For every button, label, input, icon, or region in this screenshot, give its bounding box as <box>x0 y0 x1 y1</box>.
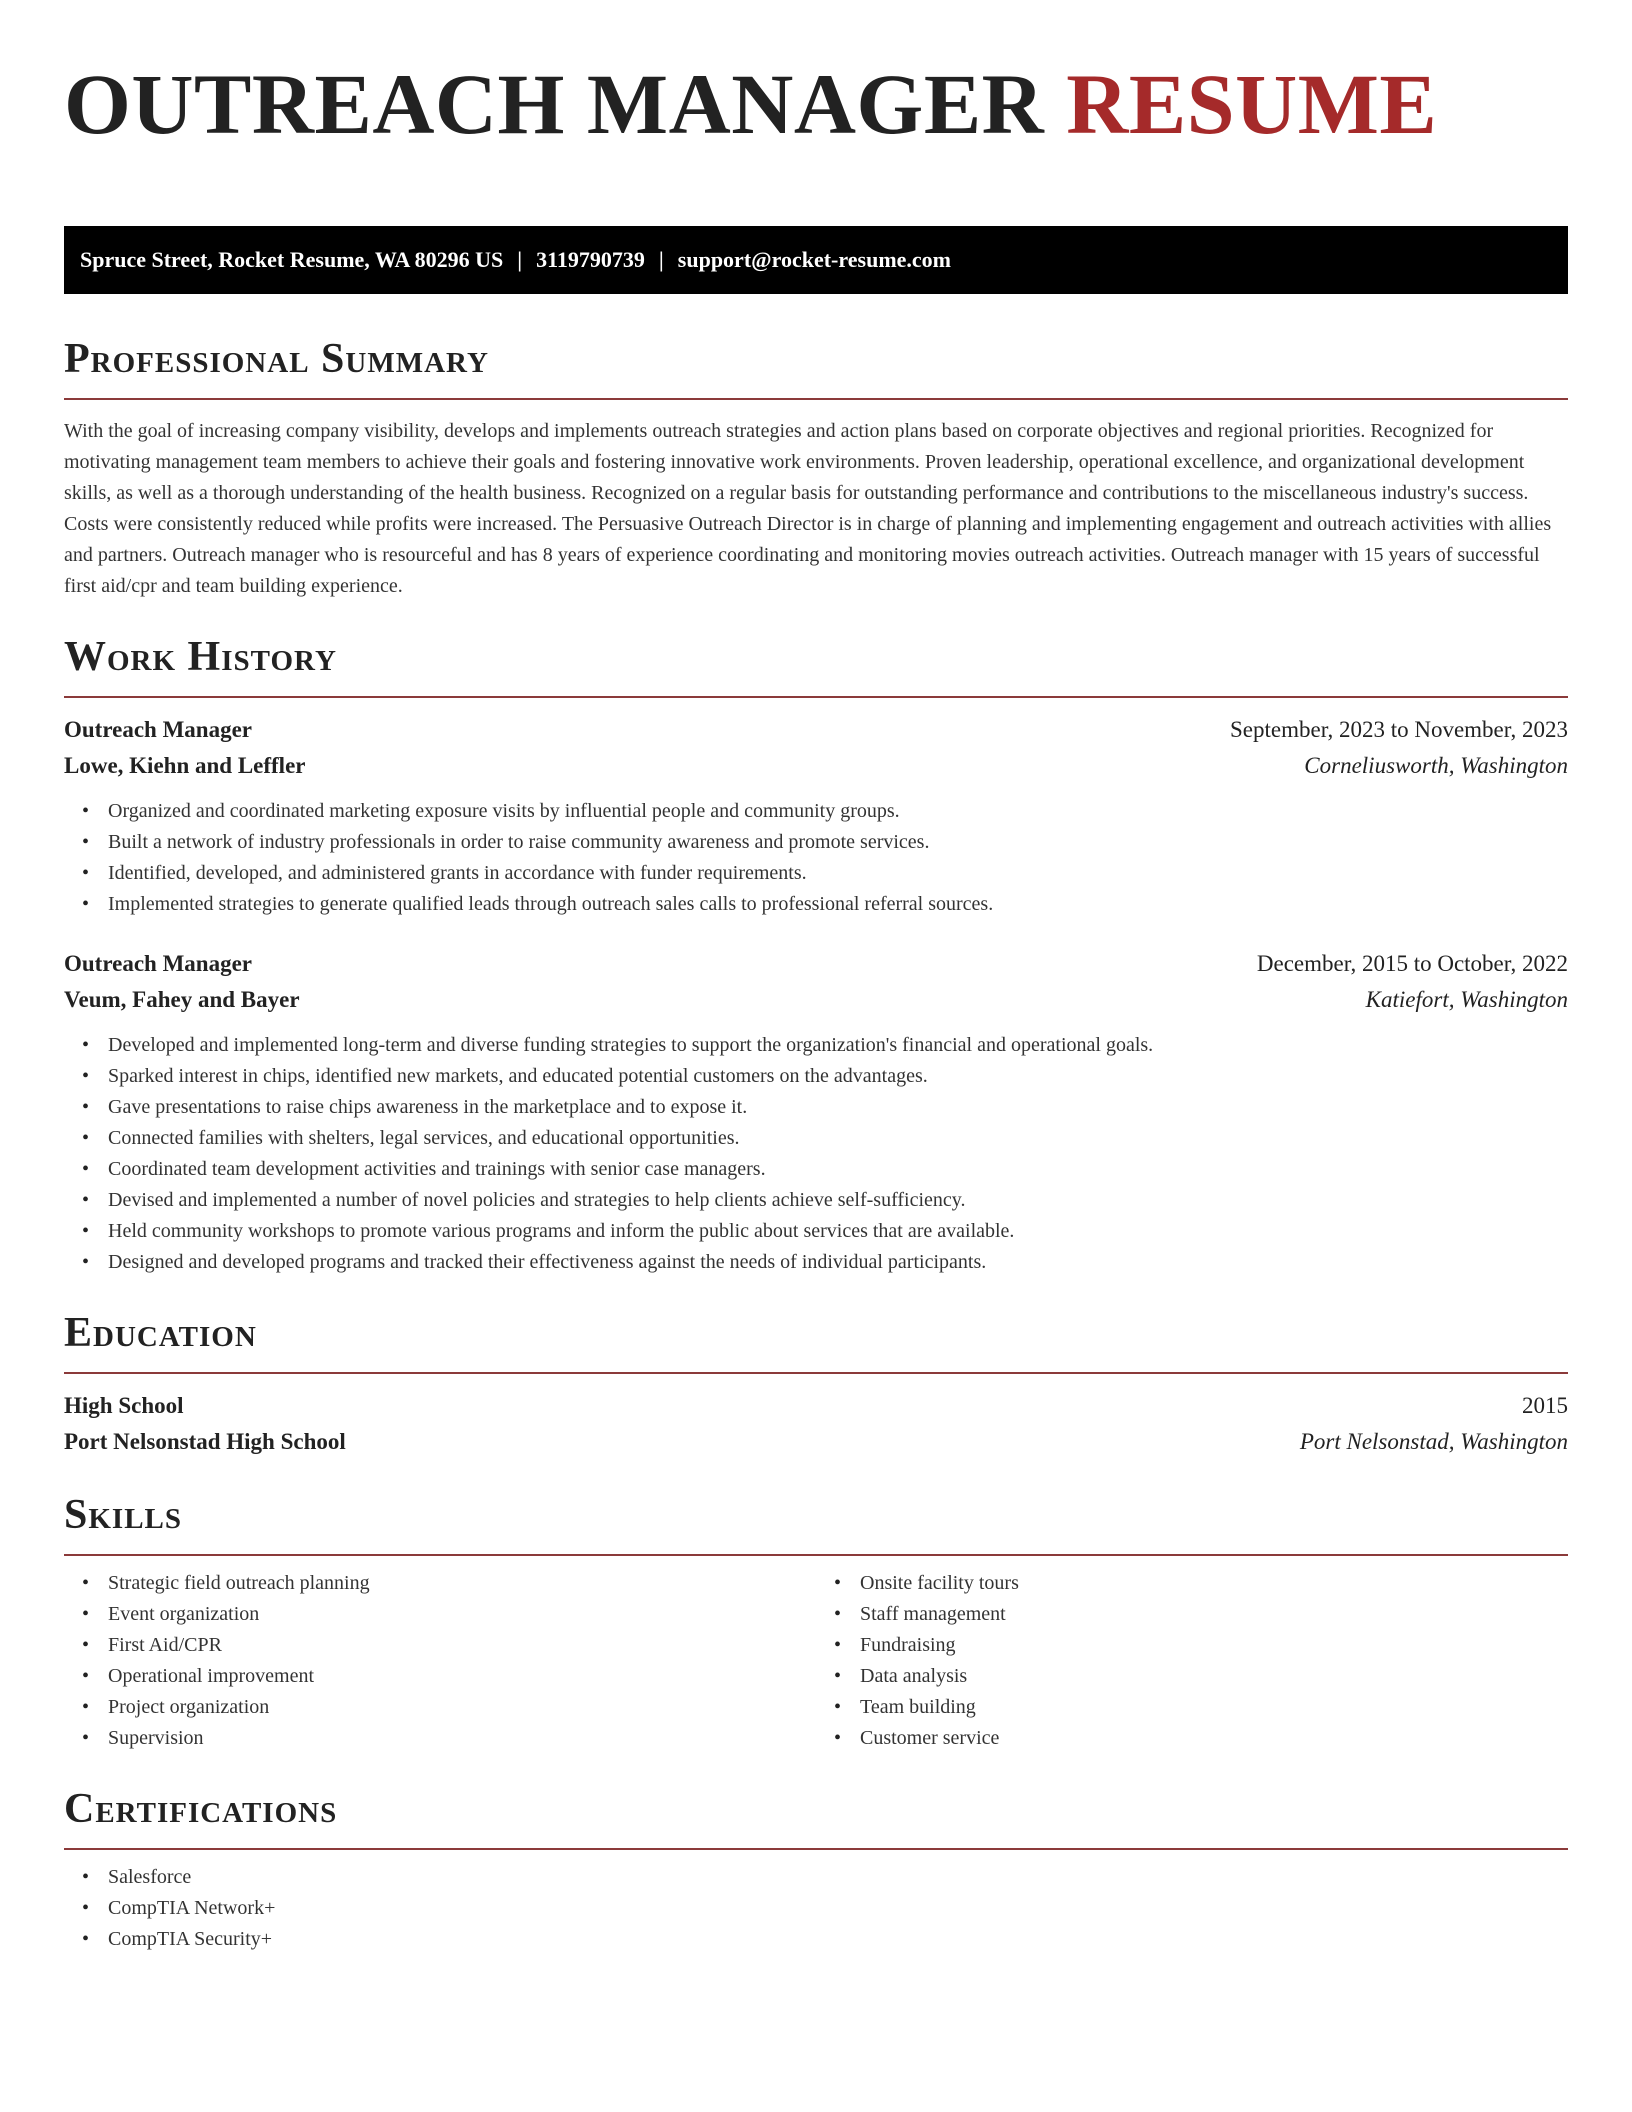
contact-address: Spruce Street, Rocket Resume, WA 80296 US <box>80 247 504 272</box>
job-company-row <box>64 982 1568 1018</box>
skills-section <box>64 1490 1568 1754</box>
education-section <box>64 1308 1568 1460</box>
job-company-row <box>64 748 1568 784</box>
job-entry <box>64 946 1568 1278</box>
work-history-section <box>64 632 1568 1278</box>
skill-item: • First Aid/CPR <box>108 1630 816 1661</box>
education-school-row <box>64 1424 1568 1460</box>
education-year: 2015 <box>1522 1393 1568 1418</box>
certifications-section <box>64 1784 1568 1955</box>
job-duties-list <box>64 1030 1568 1278</box>
section-divider <box>64 1848 1568 1850</box>
section-divider <box>64 398 1568 400</box>
section-divider <box>64 696 1568 698</box>
job-dates: September, 2023 to November, 2023 <box>1230 717 1568 742</box>
section-divider <box>64 1554 1568 1556</box>
job-duty: • Implemented strategies to generate qualified leads through outreach sales calls to professional referral sources. <box>108 889 1568 920</box>
job-duty: • Held community workshops to promote various programs and inform the public about services that are available. <box>108 1216 1568 1247</box>
certification-item: • CompTIA Network+ <box>108 1893 1568 1924</box>
skill-item: • Strategic field outreach planning <box>108 1568 816 1599</box>
contact-email: support@rocket-resume.com <box>677 247 951 272</box>
skills-list-left <box>64 1568 816 1754</box>
education-heading: Education <box>64 1310 257 1356</box>
education-header-row <box>64 1388 1568 1424</box>
job-dates: December, 2015 to October, 2022 <box>1256 951 1568 976</box>
job-duty: • Organized and coordinated marketing exposure visits by influential people and community groups. <box>108 796 1568 827</box>
skill-item: • Data analysis <box>860 1661 1568 1692</box>
summary-section <box>64 334 1568 602</box>
job-duty: • Sparked interest in chips, identified new markets, and educated potential customers on the advantages. <box>108 1061 1568 1092</box>
job-entry <box>64 712 1568 920</box>
section-divider <box>64 1372 1568 1374</box>
resume-title <box>64 54 1568 154</box>
certification-item: • Salesforce <box>108 1862 1568 1893</box>
skill-item: • Onsite facility tours <box>860 1568 1568 1599</box>
job-company: Veum, Fahey and Bayer <box>64 987 300 1012</box>
summary-text: With the goal of increasing company visibility, develops and implements outreach strategies and action plans based on corporate objectives and regional priorities. Recognized for motivating management team members to achieve their goals and fostering innovative work environments. Proven leadership, operational excellence, and organizational development skills, as well as a thorough understanding of the health business. Recognized on a regular basis for outstanding performance and contributions to the miscellaneous industry's success. Costs were consistently reduced while profits were increased. The Persuasive Outreach Director is in charge of planning and implementing engagement and outreach activities with allies and partners. Outreach manager who is resourceful and has 8 years of experience coordinating and monitoring movies outreach activities. Outreach manager with 15 years of successful first aid/cpr and team building experience. <box>64 420 1552 597</box>
education-degree: High School <box>64 1393 184 1418</box>
contact-phone: 3119790739 <box>536 247 645 272</box>
job-role: Outreach Manager <box>64 951 253 976</box>
contact-bar <box>64 226 1568 294</box>
skills-heading: Skills <box>64 1492 183 1538</box>
certifications-list <box>64 1862 1568 1955</box>
job-role: Outreach Manager <box>64 717 253 742</box>
job-duty: • Devised and implemented a number of novel policies and strategies to help clients achieve self-sufficiency. <box>108 1185 1568 1216</box>
job-duty: • Designed and developed programs and tracked their effectiveness against the needs of individual participants. <box>108 1247 1568 1278</box>
job-company: Lowe, Kiehn and Leffler <box>64 753 306 778</box>
work-history-heading: Work History <box>64 634 337 680</box>
job-duties-list <box>64 796 1568 920</box>
education-school: Port Nelsonstad High School <box>64 1429 346 1454</box>
job-header-row <box>64 712 1568 748</box>
skills-list-right <box>816 1568 1568 1754</box>
skill-item: • Fundraising <box>860 1630 1568 1661</box>
education-location: Port Nelsonstad, Washington <box>1299 1429 1568 1454</box>
title-main: OUTREACH MANAGER <box>64 56 1045 152</box>
skill-item: • Operational improvement <box>108 1661 816 1692</box>
contact-separator: | <box>517 247 523 272</box>
job-duty: • Built a network of industry professionals in order to raise community awareness and promote services. <box>108 827 1568 858</box>
contact-separator: | <box>658 247 664 272</box>
job-duty: • Gave presentations to raise chips awareness in the marketplace and to expose it. <box>108 1092 1568 1123</box>
skill-item: • Customer service <box>860 1723 1568 1754</box>
skill-item: • Staff management <box>860 1599 1568 1630</box>
job-duty: • Connected families with shelters, legal services, and educational opportunities. <box>108 1123 1568 1154</box>
job-duty: • Coordinated team development activities and trainings with senior case managers. <box>108 1154 1568 1185</box>
job-duty: • Developed and implemented long-term and diverse funding strategies to support the organization's financial and operational goals. <box>108 1030 1568 1061</box>
job-location: Katiefort, Washington <box>1365 987 1568 1012</box>
job-duty: • Identified, developed, and administered grants in accordance with funder requirements. <box>108 858 1568 889</box>
certification-item: • CompTIA Security+ <box>108 1924 1568 1955</box>
skills-grid <box>64 1568 1568 1754</box>
skill-item: • Project organization <box>108 1692 816 1723</box>
skill-item: • Event organization <box>108 1599 816 1630</box>
job-header-row <box>64 946 1568 982</box>
skill-item: • Supervision <box>108 1723 816 1754</box>
job-location: Corneliusworth, Washington <box>1304 753 1568 778</box>
title-accent: RESUME <box>1066 56 1438 152</box>
certifications-heading: Certifications <box>64 1786 338 1832</box>
summary-heading: Professional Summary <box>64 336 489 382</box>
skill-item: • Team building <box>860 1692 1568 1723</box>
education-entry <box>64 1388 1568 1460</box>
